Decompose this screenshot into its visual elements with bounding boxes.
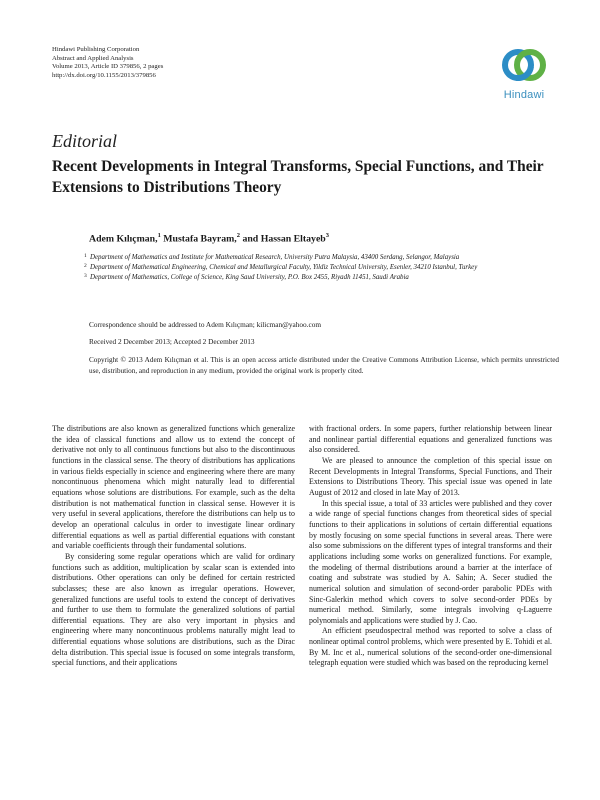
affiliation-text: Department of Mathematical Engineering, Chemical and Metallurgical Faculty, Yildiz Technical University, Esenler, 34210 Istanbul, Turkey (90, 263, 478, 271)
affiliation-item (84, 263, 564, 273)
affiliation-item (84, 273, 564, 283)
author-name: and Hassan Eltayeb (242, 233, 326, 245)
body-column-right (309, 424, 552, 669)
logo-wordmark: Hindawi (503, 89, 545, 101)
paper-title: Recent Developments in Integral Transforms, Special Functions, and Their Extensions to Distributions Theory (52, 158, 544, 196)
section-label: Editorial (52, 131, 118, 151)
author-list (89, 232, 329, 244)
journal-header (52, 46, 163, 80)
body-column-left (52, 424, 295, 669)
received-dates: Received 2 December 2013; Accepted 2 December 2013 (89, 337, 255, 346)
affiliation-number: 2 (84, 262, 87, 269)
correspondence-line: Correspondence should be addressed to Adem Kılıçman; kilicman@yahoo.com (89, 320, 322, 329)
affiliation-text: Department of Mathematics, College of Science, King Saud University, P.O. Box 2455, Riyadh 11451, Saudi Arabia (90, 273, 409, 281)
affiliation-list (84, 253, 564, 282)
body-paragraph: An efficient pseudospectral method was reported to solve a class of nonlinear optimal control problems, which were presented by E. Tohidi et al. By M. Inc et al., numerical solutions of the second-order one-dimensional telegraph equation were studied which was based on the reproducing kernel (309, 626, 552, 668)
copyright-notice: Copyright © 2013 Adem Kılıçman et al. This is an open access article distributed under the Creative Commons Attribution License, which permits unrestricted use, distribution, and reproduction in any medium, provided the original work is properly cited. (89, 356, 559, 375)
body-paragraph: We are pleased to announce the completion of this special issue on Recent Developments in Integral Transforms, Special Functions, and Their Extensions to Distributions Theory. This special issue was opened in late August of 2012 and closed in late May of 2013. (309, 455, 552, 497)
hindawi-logo (497, 42, 551, 104)
publisher-line: Hindawi Publishing Corporation (52, 46, 140, 53)
body-paragraph: The distributions are also known as generalized functions which generalize the idea of classical functions and allow us to extend the concept of derivative not only to all continuous functions but also to the discontinuous functions in the classical sense. The theory of distributions has applications in various fields especially in science and engineering where there are many noncontinuous phenomena which might naturally lead to differential equations whose solutions are distributions. For example, such as the delta distribution is not mathematical function in classical sense. However it is very useful in several applications, therefore the distributions can help us to develop an operational calculus in order to investigate linear ordinary differential equations as well as partial differential equations with constant and variable coefficients through their fundamental solutions. (52, 424, 295, 551)
body-paragraph: By considering some regular operations which are valid for ordinary functions such as addition, multiplication by scalar scan is extended into distributions. Other operations can only be defined for certain restricted subclasses; these are also known as irregular operations. However, generalized functions are useful tools to extend the concept of derivatives and further to use them to formulate the generalized solutions of partial differential equations. They are also very important in physics and engineering where many noncontinuous problems naturally might lead to differential equations whose solutions are distributions, such as the Dirac delta distribution. This special issue is focused on some integrals transform, special functions, and their applications (52, 551, 295, 668)
affiliation-item (84, 253, 564, 263)
author-name: Adem Kılıçman, (89, 233, 158, 245)
author-affiliation-mark: 1 (157, 232, 161, 239)
affiliation-number: 1 (84, 253, 87, 259)
hindawi-rings-icon (497, 42, 551, 88)
author-affiliation-mark: 2 (236, 232, 240, 239)
body-paragraph: In this special issue, a total of 33 articles were published and they cover a wide range of special functions changes from theoretical sides of special functions to their applications in solutions of certain differential equations by mostly focusing on some special functions in several areas. There were also some submissions on the different types of integral transforms and their applications including some works on generalized functions. For example, the modeling of thermal distributions around a barrier at the interface of coating and substrate was studied by A. Sahin; A. Secer studied the numerical solution and simulation of second-order parabolic PDEs with Sinc-Galerkin method which covers to solve second-order PDEs by numerical method. Similarly, some integrals involving q-Laguerre polynomials and applications were studied by J. Cao. (309, 498, 552, 625)
affiliation-text: Department of Mathematics and Institute for Mathematical Research, University Putra Malaysia, 43400 Serdang, Selangor, Malaysia (90, 254, 460, 261)
doi-link[interactable]: http://dx.doi.org/10.1155/2013/379856 (52, 71, 156, 79)
author-affiliation-mark: 3 (325, 232, 330, 239)
body-paragraph: with fractional orders. In some papers, further relationship between linear and nonlinear partial differential equations and generalized functions was also considered. (309, 424, 552, 455)
journal-name: Abstract and Applied Analysis (52, 54, 134, 62)
author-name: Mustafa Bayram, (163, 233, 237, 245)
volume-line: Volume 2013, Article ID 379856, 2 pages (52, 63, 164, 71)
affiliation-number: 3 (84, 272, 87, 279)
